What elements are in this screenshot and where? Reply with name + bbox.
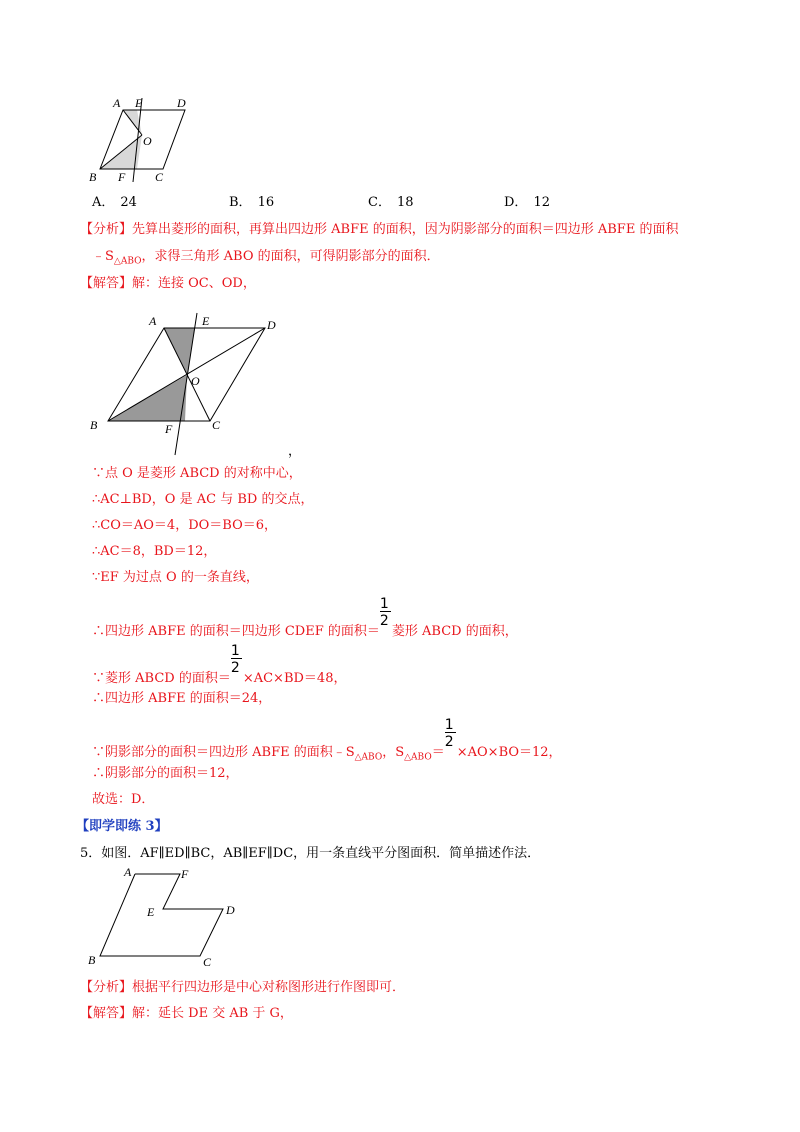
fig3-label-b: B — [88, 953, 96, 967]
figure-1-rhombus — [85, 92, 205, 184]
fig3-label-c: C — [203, 955, 212, 969]
fig2-shade-top — [164, 328, 195, 375]
fig3-label-a: A — [124, 865, 132, 879]
problem-5: 5．如图．AF∥ED∥BC，AB∥EF∥DC，用一条直线平分图面积．简单描述作法． — [80, 846, 541, 861]
fig2-label-f: F — [165, 422, 173, 436]
analysis-2: 【分析】根据平行四边形是中心对称图形进行作图即可． — [80, 980, 406, 995]
step-8: ∴四边形 ABFE 的面积＝24， — [92, 691, 272, 706]
figure-3-hexagon — [85, 864, 245, 974]
option-c: C． 18 — [368, 195, 414, 210]
answer-1-heading: 【解答】解：连接 OC、OD， — [80, 276, 256, 291]
section-heading: 【即学即练 3】 — [76, 819, 168, 834]
analysis-1-line-2: $﹣S_{\triangle ABO}$，求得三角形 ABO 的面积，可得阴影部分的面积． — [92, 249, 440, 267]
analysis-tag: 【分析】 — [80, 222, 133, 237]
step-7: ∵菱形 ABCD 的面积＝ $\frac{1}{2}$ ×AC×BD＝48， — [92, 643, 347, 686]
step-1: ∵点 O 是菱形 ABCD 的对称中心， — [92, 466, 302, 481]
step-5: ∵EF 为过点 O 的一条直线， — [92, 570, 259, 585]
option-a: A． 24 — [92, 195, 137, 210]
figure-2-trailing-comma: ， — [288, 444, 302, 459]
fig2-label-c: C — [212, 418, 221, 432]
fraction-half: $\frac{1}{2}$ — [445, 738, 457, 756]
step-10: ∴阴影部分的面积＝12， — [92, 766, 239, 781]
step-2: ∴AC⊥BD，O 是 AC 与 BD 的交点， — [92, 492, 314, 507]
fig3-label-d: D — [226, 903, 235, 917]
fraction-half: $\frac{1}{2}$ — [380, 617, 392, 635]
fig1-label-d: D — [177, 96, 186, 110]
figure-2-rhombus — [85, 305, 285, 460]
fig3-outline — [100, 874, 223, 956]
fig1-label-o: O — [143, 134, 152, 148]
answer-tag: 【解答】 — [80, 276, 133, 291]
fig2-label-e: E — [202, 314, 210, 328]
analysis-tag: 【分析】 — [80, 980, 133, 995]
fig1-label-a: A — [113, 96, 121, 110]
answer-tag: 【解答】 — [80, 1006, 133, 1021]
fig2-label-o: O — [191, 374, 200, 388]
fig2-label-b: B — [90, 418, 98, 432]
fig1-label-b: B — [89, 170, 97, 184]
step-11: 故选：D． — [92, 792, 155, 807]
fig2-label-a: A — [149, 314, 157, 328]
option-b: B． 16 — [229, 195, 275, 210]
option-d: D． 12 — [504, 195, 550, 210]
step-6: ∴四边形 ABFE 的面积＝四边形 CDEF 的面积＝ $\frac{1}{2}$ 菱形 ABCD 的面积， — [92, 596, 518, 639]
answer-2: 【解答】解：延长 DE 交 AB 于 G， — [80, 1006, 293, 1021]
fig3-label-e: E — [147, 905, 155, 919]
step-9: ∵阴影部分的面积＝四边形 ABFE 的面积$﹣S_{\triangle ABO}$，$S_{\triangle ABO}=$ $\frac{1}{2}$ ×AO×BO＝12， — [92, 717, 562, 763]
fig1-label-f: F — [118, 170, 126, 184]
fig1-label-c: C — [155, 170, 164, 184]
step-3: ∴CO＝AO＝4，DO＝BO＝6， — [92, 518, 277, 533]
analysis-1-line-1: 【分析】先算出菱形的面积，再算出四边形 ABFE 的面积，因为阴影部分的面积＝四边形 ABFE 的面积 — [80, 222, 679, 237]
fraction-half: $\frac{1}{2}$ — [231, 664, 243, 682]
step-4: ∴AC＝8，BD＝12， — [92, 544, 217, 559]
fig3-label-f: F — [181, 867, 189, 881]
fig2-label-d: D — [267, 318, 276, 332]
fig1-label-e: E — [135, 96, 143, 110]
